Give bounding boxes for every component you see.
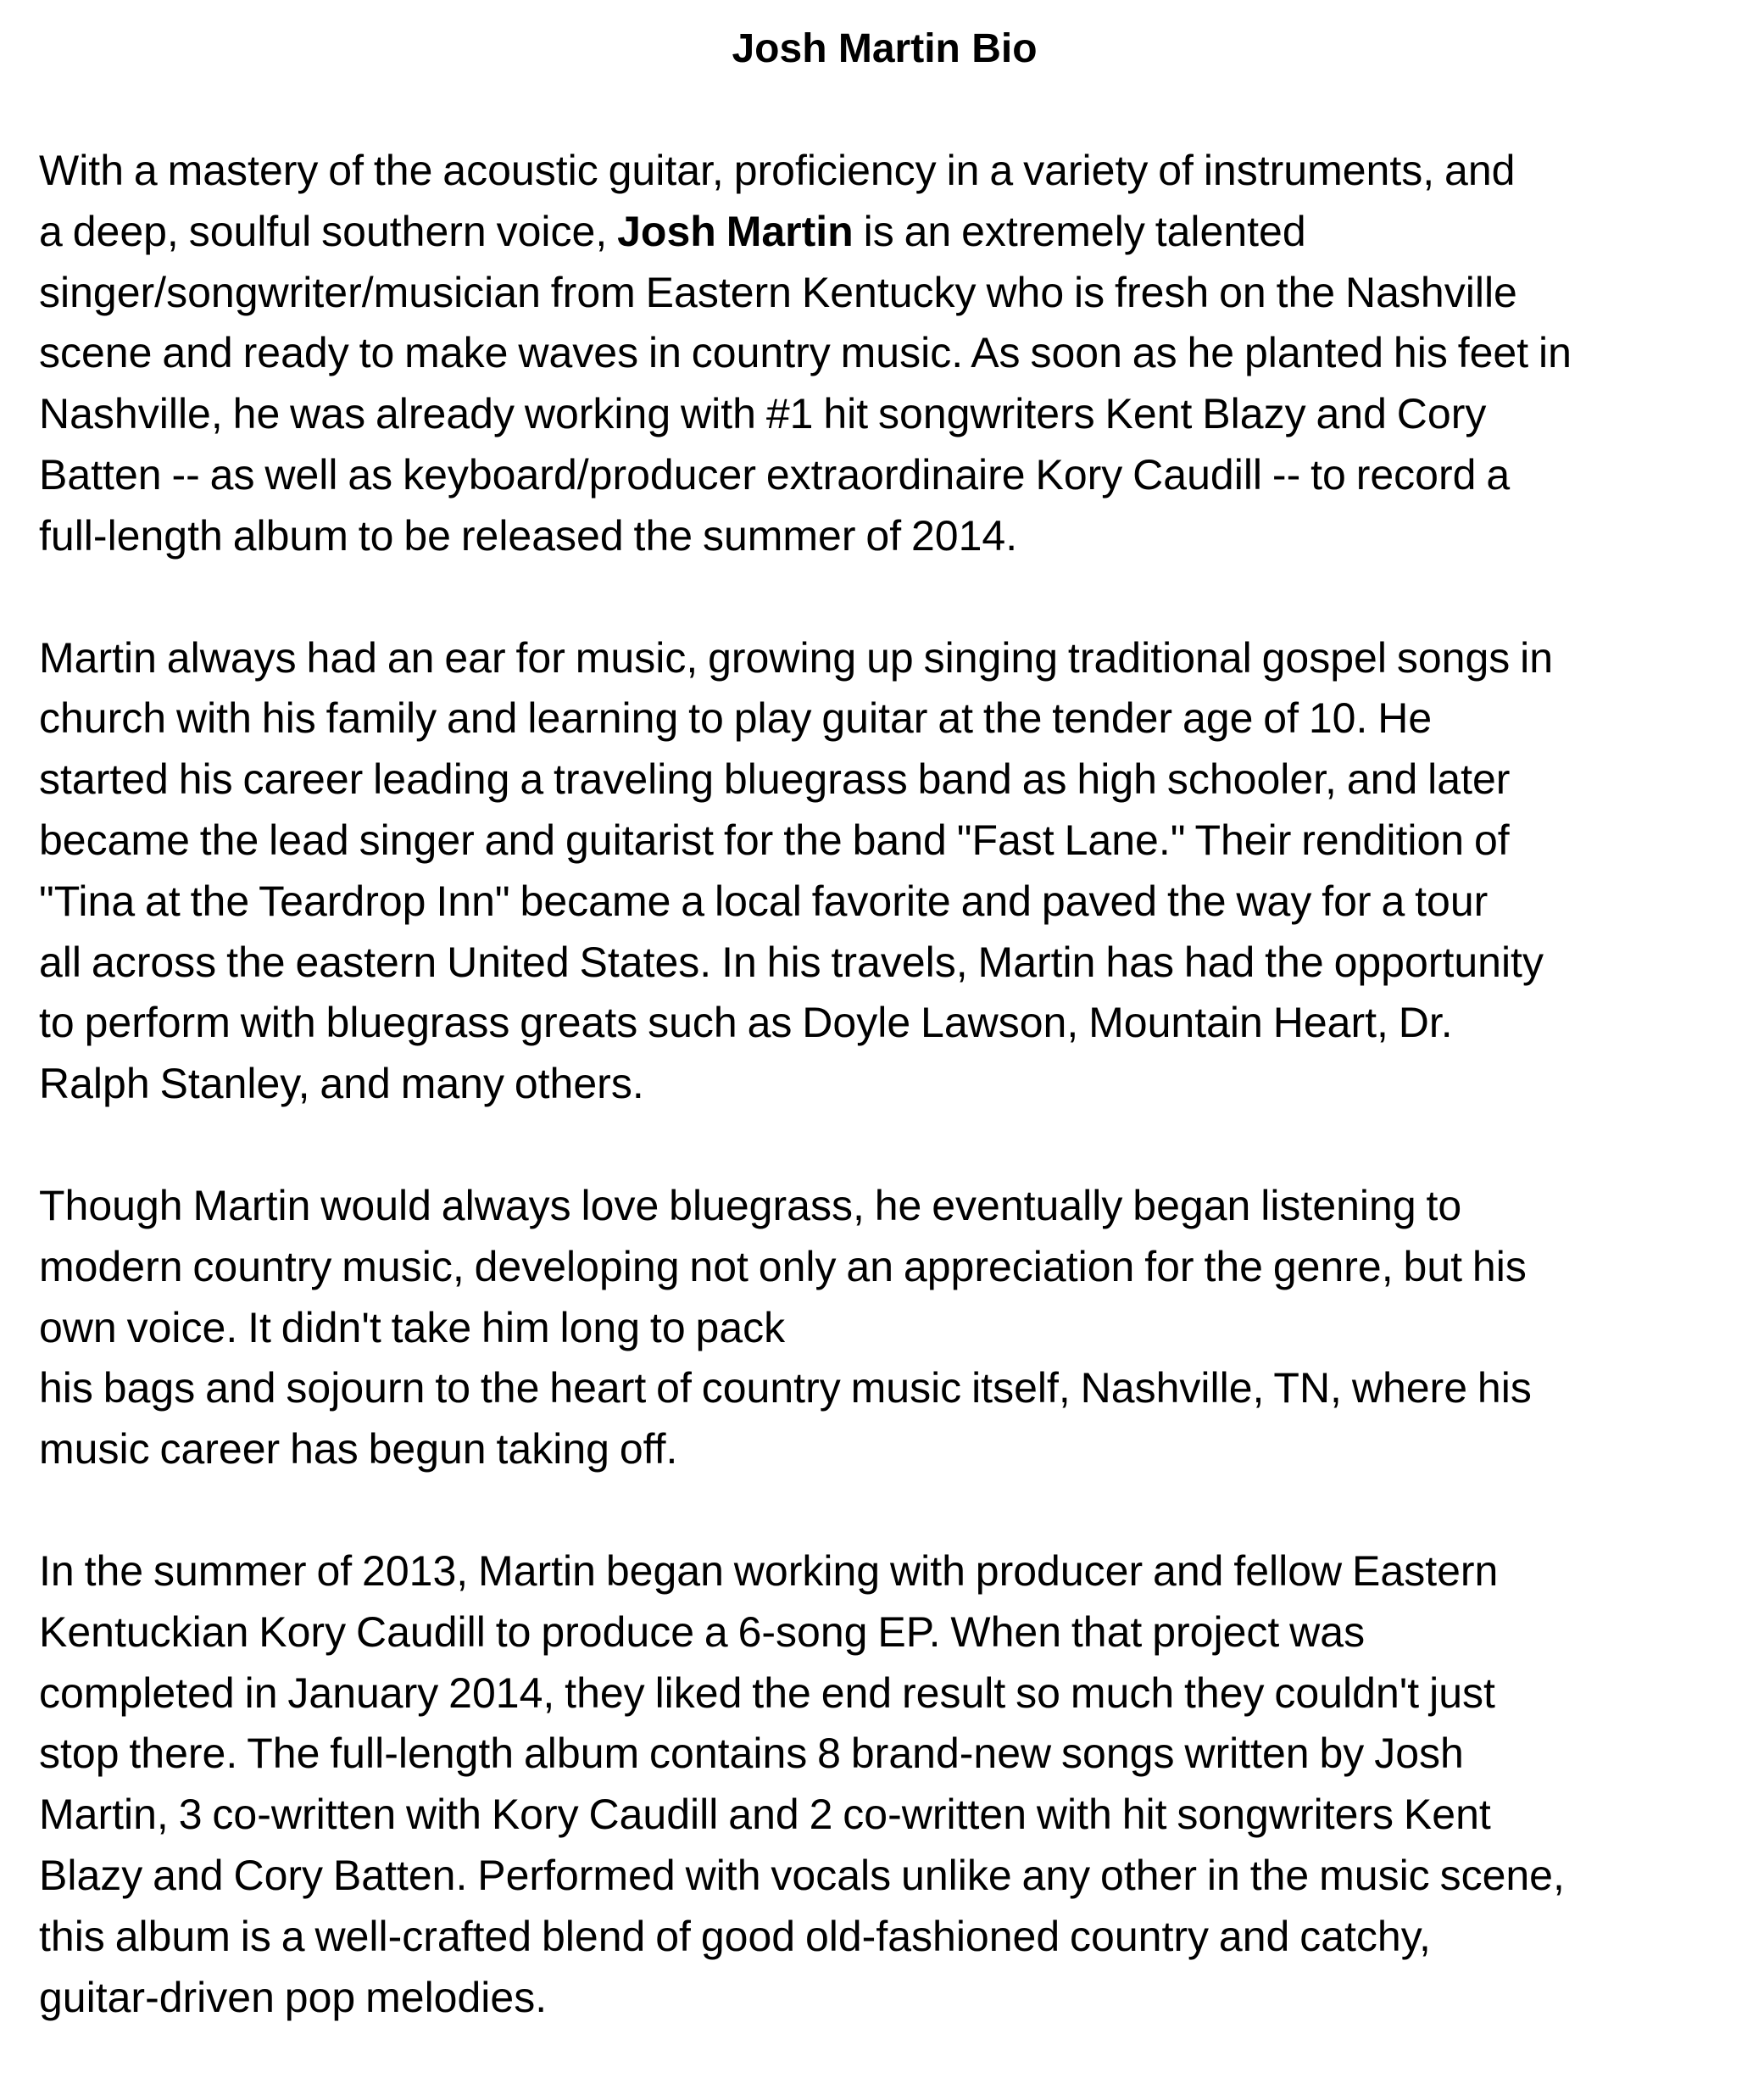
paragraph-album (39, 1541, 1730, 2028)
text-line: singer/songwriter/musician from Eastern Kentucky who is fresh on the Nashville (39, 268, 1517, 316)
text-line: all across the eastern United States. In his travels, Martin has had the opportunity (39, 938, 1544, 986)
text-line: Ralph Stanley, and many others. (39, 1060, 644, 1108)
text-line: became the lead singer and guitarist for the band "Fast Lane." Their rendition of (39, 816, 1510, 864)
text-line: Martin always had an ear for music, growing up singing traditional gospel songs in (39, 633, 1554, 682)
text-line: In the summer of 2013, Martin began working with producer and fellow Eastern (39, 1546, 1499, 1595)
text-line: With a mastery of the acoustic guitar, proficiency in a variety of instruments, and (39, 147, 1516, 194)
text-line: guitar-driven pop melodies. (39, 1973, 548, 2021)
text-line: scene and ready to make waves in country music. As soon as he planted his feet in (39, 329, 1572, 377)
text-line: Blazy and Cory Batten. Performed with vocals unlike any other in the music scene, (39, 1851, 1565, 1899)
text-line: Kentuckian Kory Caudill to produce a 6-song EP. When that project was (39, 1607, 1366, 1656)
text-line: this album is a well-crafted blend of good old-fashioned country and catchy, (39, 1912, 1431, 1960)
text-line: started his career leading a traveling bluegrass band as high schooler, and later (39, 755, 1511, 804)
text-line: church with his family and learning to play guitar at the tender age of 10. He (39, 694, 1433, 743)
text-line (39, 202, 1730, 263)
document-page (39, 19, 1730, 2089)
text-line: to perform with bluegrass greats such as Doyle Lawson, Mountain Heart, Dr. (39, 999, 1453, 1047)
text-line: his bags and sojourn to the heart of country music itself, Nashville, TN, where his (39, 1364, 1532, 1412)
text-line: completed in January 2014, they liked the end result so much they couldn't just (39, 1668, 1495, 1717)
paragraph-early-life (39, 628, 1730, 1115)
text-line: Batten -- as well as keyboard/producer extraordinaire Kory Caudill -- to record a (39, 450, 1511, 499)
text-line: Martin, 3 co-written with Kory Caudill and 2 co-written with hit songwriters Kent (39, 1791, 1491, 1839)
paragraph-country-move (39, 1176, 1730, 1480)
text-line: Nashville, he was already working with #1 hit songwriters Kent Blazy and Cory (39, 390, 1487, 438)
text-line: full-length album to be released the summer of 2014. (39, 511, 1018, 560)
text-line: stop there. The full-length album contains 8 brand-new songs written by Josh (39, 1730, 1464, 1778)
text-line: modern country music, developing not only an appreciation for the genre, but his (39, 1242, 1527, 1290)
text-run: is an extremely talented (853, 207, 1306, 255)
document-title: Josh Martin Bio (732, 26, 1038, 71)
text-line: Though Martin would always love bluegrass, he eventually began listening to (39, 1181, 1462, 1229)
text-line: music career has begun taking off. (39, 1425, 678, 1473)
artist-name-bold: Josh Martin (617, 207, 854, 255)
text-line: own voice. It didn't take him long to pack (39, 1303, 786, 1351)
paragraph-intro (39, 141, 1730, 567)
text-line: "Tina at the Teardrop Inn" became a local favorite and paved the way for a tour (39, 877, 1489, 925)
text-run: a deep, soulful southern voice, (39, 207, 618, 255)
